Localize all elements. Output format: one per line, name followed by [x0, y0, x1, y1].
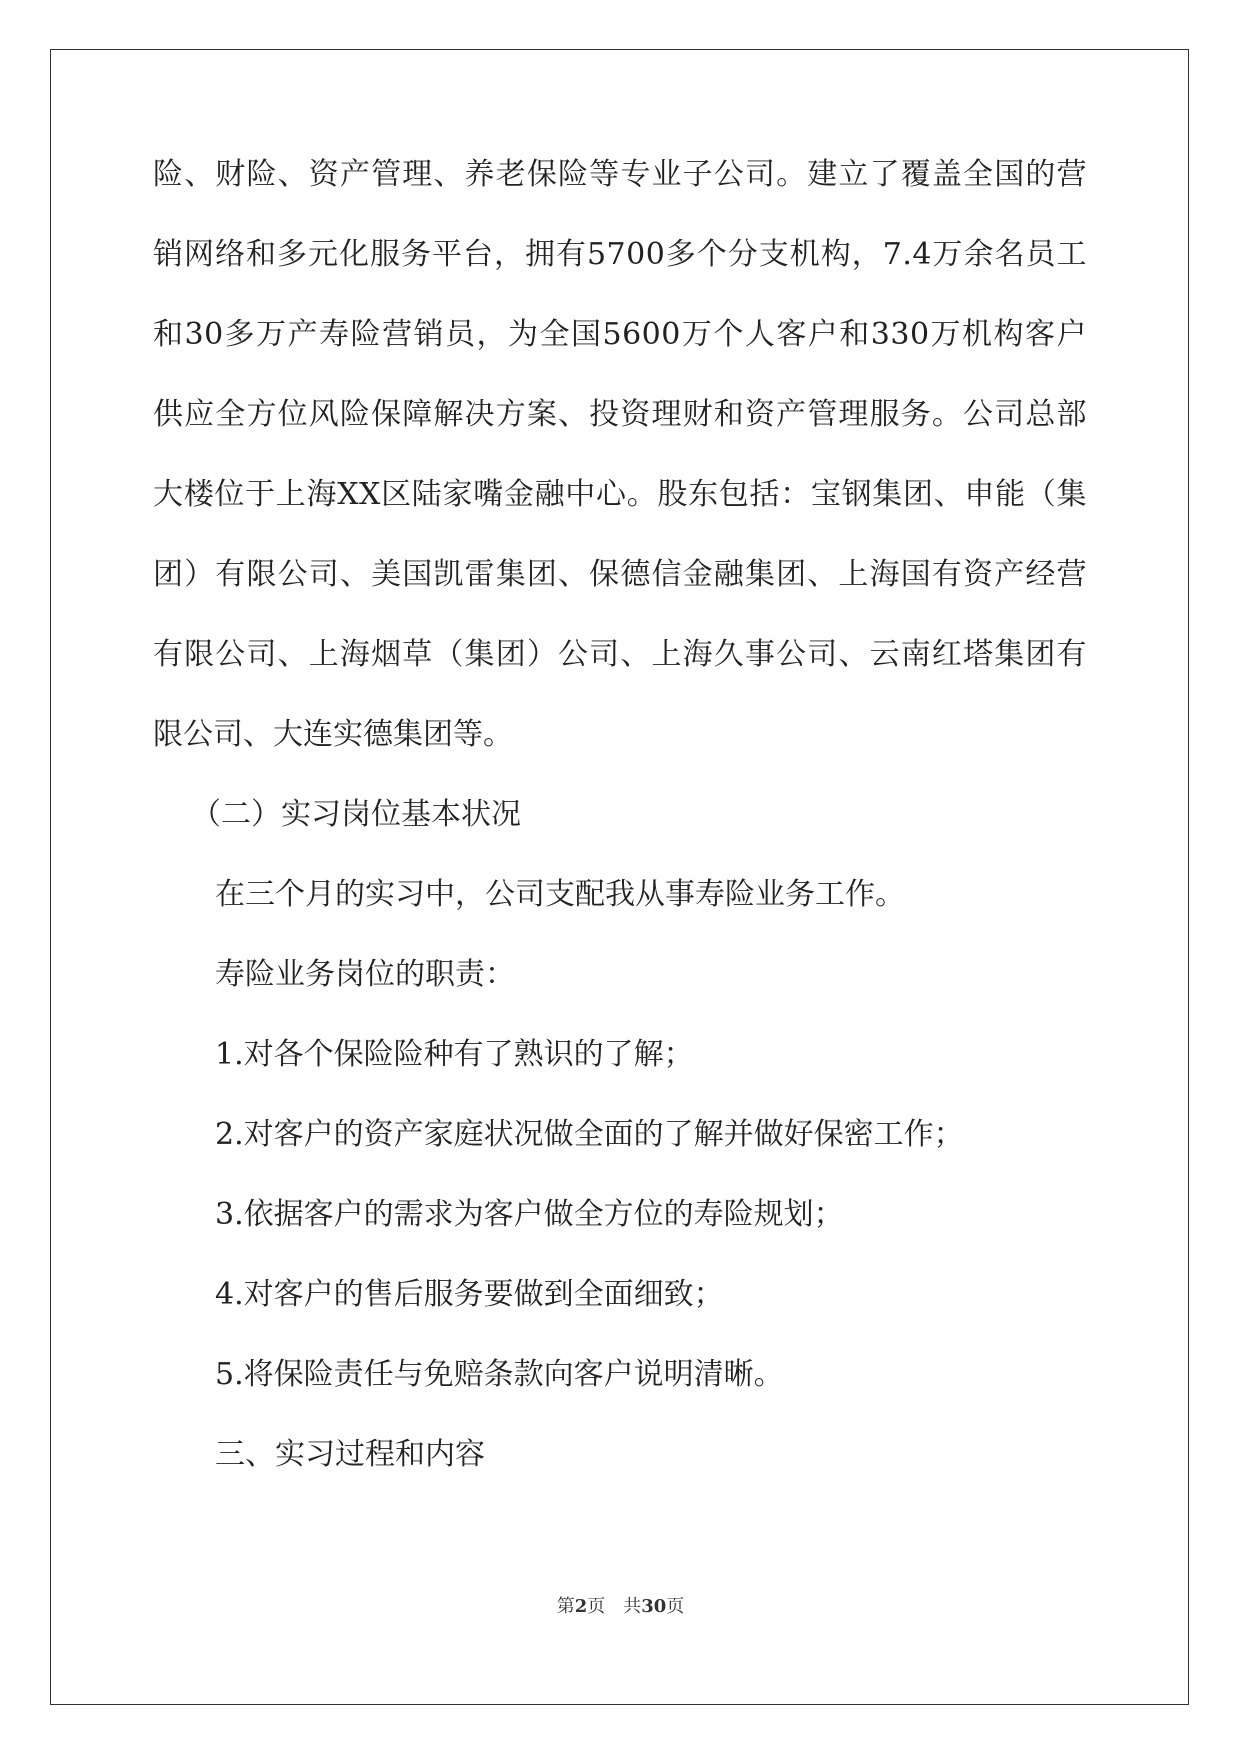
paragraph-line: 险、财险、资产管理、养老保险等专业子公司。建立了覆盖全国的营 [153, 157, 1087, 192]
duty-item: 3.依据客户的需求为客户做全方位的寿险规划； [215, 1197, 844, 1232]
paragraph-line: 供应全方位风险保障解决方案、投资理财和资产管理服务。公司总部 [153, 397, 1087, 432]
page-footer [0, 1592, 1241, 1618]
duty-item: 4.对客户的售后服务要做到全面细致； [215, 1277, 724, 1312]
section-heading: （二）实习岗位基本状况 [191, 797, 521, 832]
paragraph-line: 销网络和多元化服务平台，拥有5700多个分支机构，7.4万余名员工 [153, 237, 1087, 272]
page-suffix: 页 [587, 1596, 606, 1617]
total-pages: 30 [641, 1596, 667, 1617]
paragraph-line: 有限公司、上海烟草（集团）公司、上海久事公司、云南红塔集团有 [153, 637, 1087, 672]
paragraph-line: 大楼位于上海XX区陆家嘴金融中心。股东包括：宝钢集团、申能（集 [153, 477, 1087, 512]
paragraph-line: 限公司、大连实德集团等。 [153, 717, 513, 752]
document-body [153, 157, 1087, 1520]
duties-title: 寿险业务岗位的职责： [215, 957, 515, 992]
page-prefix: 第 [556, 1596, 575, 1617]
page-number: 2 [574, 1596, 588, 1617]
total-suffix: 页 [666, 1596, 685, 1617]
duty-item: 2.对客户的资产家庭状况做全面的了解并做好保密工作； [215, 1117, 964, 1152]
duty-item: 5.将保险责任与免赔条款向客户说明清晰。 [215, 1357, 784, 1392]
duty-item: 1.对各个保险险种有了熟识的了解； [215, 1037, 694, 1072]
paragraph-line: 和30多万产寿险营销员，为全国5600万个人客户和330万机构客户 [153, 317, 1087, 352]
chapter-heading: 三、实习过程和内容 [215, 1437, 485, 1472]
intro-text: 在三个月的实习中，公司支配我从事寿险业务工作。 [215, 877, 905, 912]
paragraph-line: 团）有限公司、美国凯雷集团、保德信金融集团、上海国有资产经营 [153, 557, 1087, 592]
total-prefix: 共 [623, 1596, 642, 1617]
